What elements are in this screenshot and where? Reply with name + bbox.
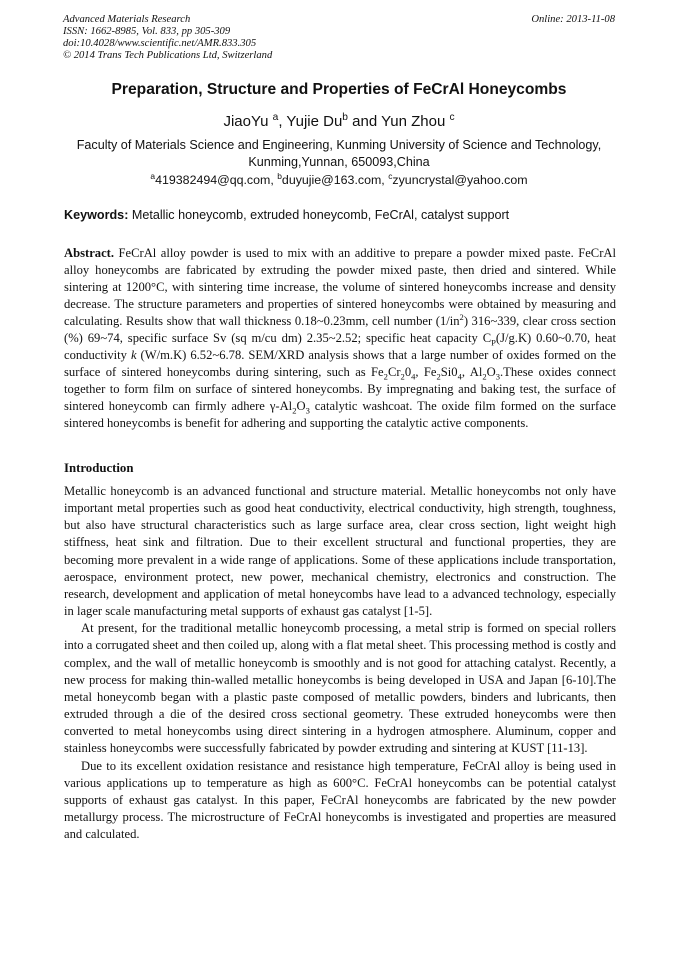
keywords-text: Metallic honeycomb, extruded honeycomb, FeCrAl, catalyst support <box>128 208 510 222</box>
author-1-mark: a <box>272 112 279 123</box>
email-2: duyujie@163.com, <box>281 173 389 187</box>
introduction-heading: Introduction <box>64 461 134 475</box>
email-3: zyuncrystal@yahoo.com <box>392 173 528 187</box>
journal-name: Advanced Materials Research <box>63 14 191 25</box>
author-list: JiaoYu $^a$, Yujie Du$^b$ and Yun Zhou $^c$ <box>223 112 455 130</box>
author-1: JiaoYu <box>223 113 269 130</box>
abstract-label: Abstract. <box>64 246 115 260</box>
email-1: 419382494@qq.com, <box>155 173 278 187</box>
copyright-line: © 2014 Trans Tech Publications Ltd, Switzerland <box>63 50 273 61</box>
intro-paragraph-1: Metallic honeycomb is an advanced functional and structure material. Metallic honeycombs not only have important metal properties such as good heat conductivity, electrical conductivity, high strength, toughness, but also have structural characteristics such as large surface area, clear cross section, light weight high stiffness, heat sink and filtration. Due to their excellent structural and functional properties, they are becoming more prevalent in a wide range of applications. Some of these applications include transportation, aerospace, environment protect, new power, mechanical chemistry, electronics and construction. The research, development and application of metal honeycombs have lead to a advanced technology, especially in lager scale manufacturing metal supports of exhaust gas catalyst [1-5]. <box>64 484 616 619</box>
journal-header <box>63 14 272 62</box>
intro-paragraph-2: At present, for the traditional metallic honeycomb processing, a metal strip is formed on special rollers into a corrugated sheet and then coiled up, along with a flat metal sheet. This processing method is costly and complex, and the wall of metallic honeycomb is smoothly and is not good for attaching catalyst. Recently, a new process for making thin-walled metallic honeycombs is being developed in USA and Japan [6-10].The metal honeycomb began with a plastic paste composed of metallic powders, binders and lubricants, then extruded through a die of the desired cross sectional geometry. These extruded honeycombs were then converted to metal honeycombs using direct sintering in a hydrogen atmosphere. Aluminum, copper and stainless honeycombs were successfully fabricated by powder extruding and sintering at KUST [11-13]. <box>64 621 616 756</box>
issn-line: ISSN: 1662-8985, Vol. 833, pp 305-309 <box>63 26 231 37</box>
intro-paragraph-3: Due to its excellent oxidation resistance and resistance high temperature, FeCrAl alloy is being used in various applications up to temperature as high as 600°C. FeCrAl honeycombs can be potential catalyst supports of exhaust gas catalyst. In this paper, FeCrAl honeycombs are fabricated by the new powder metallurgy process. The microstructure of FeCrAl honeycombs is investigated and properties are measured and calculated. <box>64 758 616 842</box>
email-list: $^a$419382494@qq.com, $^b$duyujie@163.com, $^c$zyuncrystal@yahoo.com <box>150 170 528 187</box>
paper-title: Preparation, Structure and Properties of FeCrAl Honeycombs <box>111 81 567 98</box>
online-date: Online: 2013-11-08 <box>531 14 615 25</box>
affiliation: Faculty of Materials Science and Engineering, Kunming University of Science and Technology, Kunming,Yunnan, 650093,China <box>76 138 602 169</box>
introduction-body <box>64 483 616 843</box>
author-2-mark: b <box>342 112 348 123</box>
author-2: Yujie Du <box>286 113 343 130</box>
keywords-label: Keywords: <box>64 208 129 222</box>
abstract-paragraph: Abstract. FeCrAl alloy powder is used to mix with an additive to prepare a powder mixed paste. FeCrAl alloy honeycombs are fabricated by extruding the powder mixed paste, then dried and sintered. While sintering at 1200°C, with sintering time increase, the volume of sintered honeycombs increase and density decrease. The structure parameters and properties of sintered honeycombs were obtained by measuring and calculating. Results show that wall thickness 0.18~0.23mm, cell number $(1/in^2)$ 316~339, clear cross section (%) 69~74, specific surface Sv (sq m/cu dm) 2.35~2.52; specific heat capacity $C_P(J/g.K)$ 0.60~0.70, heat conductivity k (W/m.K) 6.52~6.78. SEM/XRD analysis shows that a large number of oxides formed on the surface of sintered honeycombs during sintering, such as $Fe_2Cr_20_4$, $Fe_2Si0_4$, $Al_2O_3.These$ oxides connect together to form film on surface of sintered honeycombs. By impregnating and baking test, the surface of sintered honeycomb can firmly adhere $\gamma-Al_2O_3$ catalytic washcoat. The oxide film formed on the surface sintered honeycombs is benefit for adhering and supporting the catalytic active components. <box>64 246 617 430</box>
doi-line: doi:10.4028/www.scientific.net/AMR.833.305 <box>63 38 257 49</box>
author-3-mark: c <box>449 112 455 123</box>
author-3: Yun Zhou <box>381 113 446 130</box>
keywords-line <box>64 208 616 222</box>
